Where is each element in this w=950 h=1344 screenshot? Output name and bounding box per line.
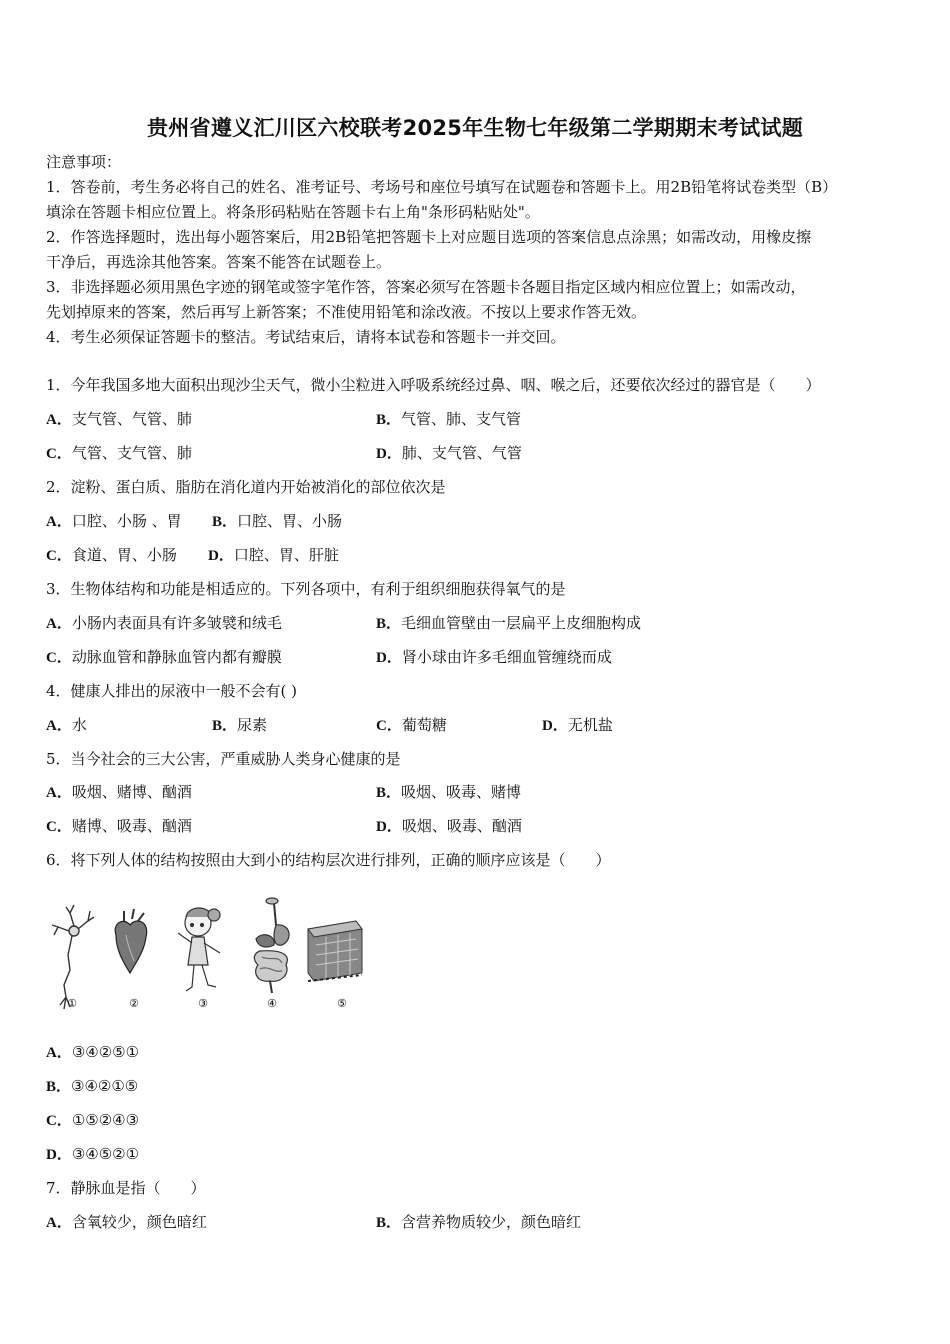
- q5-option-a[interactable]: [46, 781, 192, 804]
- option-text: 气管、肺、支气管: [401, 410, 522, 428]
- option-text: 食道、胃、小肠: [71, 546, 177, 564]
- figure-label: ③: [198, 997, 208, 1010]
- option-text: 肾小球由许多毛细血管缠绕而成: [401, 648, 612, 666]
- exam-title: 贵州省遵义汇川区六校联考2025年生物七年级第二学期期末考试试题: [146, 116, 804, 140]
- q6-option-b[interactable]: [46, 1075, 138, 1098]
- q3-option-c[interactable]: [46, 646, 282, 669]
- option-key: A．: [46, 514, 72, 530]
- option-key: A．: [46, 718, 72, 734]
- q5-option-c[interactable]: [46, 815, 192, 838]
- option-key: B．: [46, 1079, 72, 1095]
- option-text: 吸烟、赌博、酗酒: [71, 783, 192, 801]
- option-text: ③④⑤②①: [71, 1145, 140, 1163]
- notice-line: 填涂在答题卡相应位置上。将条形码粘贴在答题卡右上角"条形码粘贴处"。: [46, 203, 540, 221]
- q1-option-c[interactable]: [46, 442, 192, 465]
- option-text: 吸烟、吸毒、酗酒: [401, 817, 522, 835]
- question-2-stem: 2．淀粉、蛋白质、脂肪在消化道内开始被消化的部位依次是: [46, 478, 446, 496]
- option-key: C．: [46, 819, 72, 835]
- question-4-stem: 4．健康人排出的尿液中一般不会有( ): [46, 682, 298, 700]
- q2-option-d[interactable]: [208, 544, 339, 567]
- option-text: 支气管、气管、肺: [71, 410, 192, 428]
- notice-line: 2．作答选择题时，选出每小题答案后，用2B铅笔把答题卡上对应题目选项的答案信息点涂黑；如需改动，用橡皮擦: [46, 228, 812, 246]
- option-text: 尿素: [237, 716, 268, 734]
- option-key: A．: [46, 785, 72, 801]
- question-6-stem: 6．将下列人体的结构按照由大到小的结构层次进行排列，正确的顺序应该是（ ）: [46, 851, 611, 869]
- option-key: B．: [212, 718, 238, 734]
- question-5-stem: 5．当今社会的三大公害，严重威胁人类身心健康的是: [46, 750, 401, 768]
- option-text: 气管、支气管、肺: [71, 444, 192, 462]
- notice-line: 1．答卷前，考生务必将自己的姓名、准考证号、考场号和座位号填写在试题卷和答题卡上。用2B铅笔将试卷类型（B）: [46, 178, 838, 196]
- option-text: ③④②①⑤: [71, 1077, 139, 1095]
- q3-option-d[interactable]: [376, 646, 612, 669]
- q7-option-a[interactable]: [46, 1211, 207, 1234]
- option-key: C．: [46, 548, 72, 564]
- option-key: D．: [376, 819, 402, 835]
- q6-option-a[interactable]: [46, 1041, 139, 1064]
- q6-option-d[interactable]: [46, 1143, 139, 1166]
- option-text: 水: [71, 716, 87, 734]
- option-text: 含氧较少，颜色暗红: [71, 1213, 207, 1231]
- option-key: C．: [376, 718, 402, 734]
- option-key: C．: [46, 650, 72, 666]
- option-key: A．: [46, 412, 72, 428]
- q6-option-c[interactable]: [46, 1109, 139, 1132]
- option-key: D．: [208, 548, 234, 564]
- option-key: B．: [376, 616, 402, 632]
- figure-label: ④: [267, 997, 277, 1010]
- option-text: 含营养物质较少，颜色暗红: [401, 1213, 582, 1231]
- option-key: A．: [46, 1045, 72, 1061]
- question-3-stem: 3．生物体结构和功能是相适应的。下列各项中，有利于组织细胞获得氧气的是: [46, 580, 566, 598]
- option-text: 肺、支气管、气管: [401, 444, 522, 462]
- option-key: D．: [542, 718, 568, 734]
- q7-option-b[interactable]: [376, 1211, 581, 1234]
- human-girl-illustration: [178, 908, 220, 991]
- q4-option-d[interactable]: [542, 714, 613, 737]
- option-text: ①⑤②④③: [71, 1111, 140, 1129]
- option-key: D．: [46, 1147, 72, 1163]
- option-key: B．: [376, 1215, 402, 1231]
- notice-line: 4．考生必须保证答题卡的整洁。考试结束后，请将本试卷和答题卡一并交回。: [46, 328, 566, 346]
- option-text: 赌博、吸毒、酗酒: [71, 817, 192, 835]
- digestive-system-illustration: [254, 898, 289, 993]
- option-text: ③④②⑤①: [71, 1043, 140, 1061]
- q2-option-b[interactable]: [212, 510, 342, 533]
- q4-option-a[interactable]: [46, 714, 87, 737]
- notice-line: 干净后，再选涂其他答案。答案不能答在试题卷上。: [46, 253, 392, 271]
- neuron-illustration: [52, 905, 94, 1009]
- option-text: 无机盐: [567, 716, 613, 734]
- heart-illustration: [115, 909, 147, 973]
- q1-option-b[interactable]: [376, 408, 521, 431]
- option-key: B．: [376, 785, 402, 801]
- question-1-stem: 1．今年我国多地大面积出现沙尘天气，微小尘粒进入呼吸系统经过鼻、咽、喉之后，还要依次经过的器官是（ ）: [46, 376, 821, 394]
- q1-option-a[interactable]: [46, 408, 192, 431]
- figure-label: ⑤: [337, 997, 347, 1010]
- option-text: 动脉血管和静脉血管内都有瓣膜: [71, 648, 282, 666]
- q2-option-c[interactable]: [46, 544, 177, 567]
- question-7-stem: 7．静脉血是指（ ）: [46, 1179, 206, 1197]
- q4-option-b[interactable]: [212, 714, 267, 737]
- notice-line: 先划掉原来的答案，然后再写上新答案；不准使用铅笔和涂改液。不按以上要求作答无效。: [46, 303, 647, 321]
- option-key: A．: [46, 616, 72, 632]
- option-key: C．: [46, 1113, 72, 1129]
- option-text: 小肠内表面具有许多皱襞和绒毛: [71, 614, 282, 632]
- option-key: C．: [46, 446, 72, 462]
- figure-label: ②: [129, 997, 139, 1010]
- q3-option-b[interactable]: [376, 612, 641, 635]
- option-text: 口腔、小肠 、胃: [71, 512, 182, 530]
- notice-heading: 注意事项：: [46, 153, 122, 171]
- option-key: B．: [376, 412, 402, 428]
- option-key: D．: [376, 446, 402, 462]
- q2-option-a[interactable]: [46, 510, 182, 533]
- figure-label: ①: [67, 997, 77, 1010]
- q3-option-a[interactable]: [46, 612, 282, 635]
- q5-option-b[interactable]: [376, 781, 521, 804]
- option-key: B．: [212, 514, 238, 530]
- q5-option-d[interactable]: [376, 815, 522, 838]
- option-text: 葡萄糖: [401, 716, 447, 734]
- tissue-illustration: [308, 921, 362, 981]
- option-text: 口腔、胃、小肠: [237, 512, 343, 530]
- notice-line: 3．非选择题必须用黑色字迹的钢笔或签字笔作答，答案必须写在答题卡各题目指定区域内相应位置上；如需改动，: [46, 278, 806, 296]
- option-key: A．: [46, 1215, 72, 1231]
- option-text: 毛细血管壁由一层扁平上皮细胞构成: [401, 614, 642, 632]
- option-text: 吸烟、吸毒、赌博: [401, 783, 522, 801]
- option-key: D．: [376, 650, 402, 666]
- q1-option-d[interactable]: [376, 442, 522, 465]
- option-text: 口腔、胃、肝脏: [233, 546, 339, 564]
- structure-figure: [46, 895, 376, 1020]
- q4-option-c[interactable]: [376, 714, 447, 737]
